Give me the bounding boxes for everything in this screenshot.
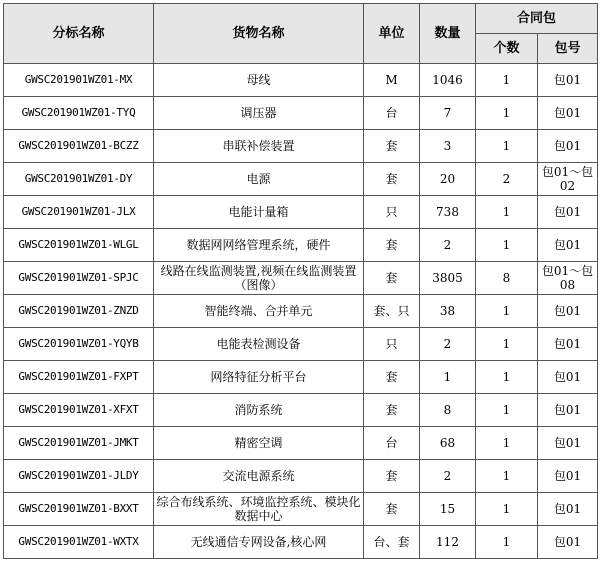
- cell-count: 1: [476, 493, 538, 526]
- cell-quantity: 1046: [420, 64, 476, 97]
- cell-unit: 只: [364, 328, 420, 361]
- header-contract-package: 合同包: [476, 4, 598, 34]
- cell-lot-name: GWSC201901WZ01-BCZZ: [4, 130, 154, 163]
- table-row: [4, 196, 598, 229]
- cell-goods-name: 精密空调: [154, 427, 364, 460]
- cell-lot-name: GWSC201901WZ01-DY: [4, 163, 154, 196]
- cell-count: 1: [476, 427, 538, 460]
- cell-goods-name: 调压器: [154, 97, 364, 130]
- cell-lot-name: GWSC201901WZ01-TYQ: [4, 97, 154, 130]
- table-row: [4, 262, 598, 295]
- cell-unit: 台、套: [364, 526, 420, 559]
- cell-count: 1: [476, 97, 538, 130]
- cell-quantity: 8: [420, 394, 476, 427]
- table-row: [4, 427, 598, 460]
- cell-package-number: 包01: [538, 97, 598, 130]
- cell-quantity: 2: [420, 229, 476, 262]
- cell-package-number: 包01: [538, 64, 598, 97]
- cell-count: 1: [476, 130, 538, 163]
- cell-lot-name: GWSC201901WZ01-SPJC: [4, 262, 154, 295]
- cell-goods-name: 线路在线监测装置,视频在线监测装置（图像）: [154, 262, 364, 295]
- cell-count: 1: [476, 328, 538, 361]
- cell-goods-name: 综合布线系统、环境监控系统、模块化数据中心: [154, 493, 364, 526]
- cell-unit: M: [364, 64, 420, 97]
- cell-quantity: 7: [420, 97, 476, 130]
- cell-lot-name: GWSC201901WZ01-FXPT: [4, 361, 154, 394]
- cell-package-number: 包01: [538, 295, 598, 328]
- header-unit: 单位: [364, 4, 420, 64]
- cell-goods-name: 电能计量箱: [154, 196, 364, 229]
- cell-quantity: 738: [420, 196, 476, 229]
- cell-goods-name: 交流电源系统: [154, 460, 364, 493]
- table-row: [4, 460, 598, 493]
- table-row: [4, 130, 598, 163]
- cell-lot-name: GWSC201901WZ01-BXXT: [4, 493, 154, 526]
- cell-lot-name: GWSC201901WZ01-JMKT: [4, 427, 154, 460]
- cell-lot-name: GWSC201901WZ01-WLGL: [4, 229, 154, 262]
- cell-unit: 台: [364, 97, 420, 130]
- cell-goods-name: 消防系统: [154, 394, 364, 427]
- cell-count: 1: [476, 361, 538, 394]
- cell-package-number: 包01: [538, 229, 598, 262]
- table-row: [4, 361, 598, 394]
- cell-quantity: 38: [420, 295, 476, 328]
- cell-quantity: 2: [420, 460, 476, 493]
- cell-count: 8: [476, 262, 538, 295]
- cell-package-number: 包01: [538, 328, 598, 361]
- cell-unit: 套: [364, 493, 420, 526]
- cell-package-number: 包01: [538, 394, 598, 427]
- cell-goods-name: 智能终端、合并单元: [154, 295, 364, 328]
- cell-unit: 套: [364, 361, 420, 394]
- cell-lot-name: GWSC201901WZ01-XFXT: [4, 394, 154, 427]
- cell-lot-name: GWSC201901WZ01-YQYB: [4, 328, 154, 361]
- cell-quantity: 3: [420, 130, 476, 163]
- cell-count: 1: [476, 460, 538, 493]
- cell-goods-name: 网络特征分析平台: [154, 361, 364, 394]
- cell-unit: 套: [364, 460, 420, 493]
- cell-goods-name: 母线: [154, 64, 364, 97]
- header-lot-name: 分标名称: [4, 4, 154, 64]
- cell-unit: 台: [364, 427, 420, 460]
- cell-unit: 套: [364, 130, 420, 163]
- cell-unit: 套: [364, 229, 420, 262]
- header-count: 个数: [476, 34, 538, 64]
- cell-lot-name: GWSC201901WZ01-MX: [4, 64, 154, 97]
- cell-goods-name: 电源: [154, 163, 364, 196]
- cell-goods-name: 数据网网络管理系统，硬件: [154, 229, 364, 262]
- cell-goods-name: 串联补偿装置: [154, 130, 364, 163]
- cell-count: 1: [476, 295, 538, 328]
- cell-goods-name: 电能表检测设备: [154, 328, 364, 361]
- table-row: [4, 163, 598, 196]
- cell-lot-name: GWSC201901WZ01-WXTX: [4, 526, 154, 559]
- cell-package-number: 包01: [538, 427, 598, 460]
- cell-package-number: 包01: [538, 493, 598, 526]
- cell-unit: 套: [364, 262, 420, 295]
- table-row: [4, 295, 598, 328]
- cell-quantity: 2: [420, 328, 476, 361]
- cell-unit: 套: [364, 163, 420, 196]
- cell-count: 2: [476, 163, 538, 196]
- cell-quantity: 112: [420, 526, 476, 559]
- cell-quantity: 15: [420, 493, 476, 526]
- cell-quantity: 3805: [420, 262, 476, 295]
- table-body: [4, 64, 598, 559]
- table-row: [4, 328, 598, 361]
- header-quantity: 数量: [420, 4, 476, 64]
- table-header: [4, 4, 598, 64]
- cell-package-number: 包01: [538, 196, 598, 229]
- cell-package-number: 包01: [538, 526, 598, 559]
- cell-unit: 套: [364, 394, 420, 427]
- cell-package-number: 包01: [538, 361, 598, 394]
- table-row: [4, 229, 598, 262]
- cell-quantity: 1: [420, 361, 476, 394]
- header-package-number: 包号: [538, 34, 598, 64]
- table-row: [4, 493, 598, 526]
- cell-lot-name: GWSC201901WZ01-JLX: [4, 196, 154, 229]
- cell-count: 1: [476, 394, 538, 427]
- cell-package-number: 包01: [538, 460, 598, 493]
- cell-count: 1: [476, 526, 538, 559]
- cell-count: 1: [476, 64, 538, 97]
- cell-package-number: 包01: [538, 130, 598, 163]
- cell-package-number: 包01～包08: [538, 262, 598, 295]
- cell-quantity: 68: [420, 427, 476, 460]
- cell-quantity: 20: [420, 163, 476, 196]
- table-row: [4, 64, 598, 97]
- header-goods-name: 货物名称: [154, 4, 364, 64]
- procurement-table: [3, 3, 598, 559]
- cell-lot-name: GWSC201901WZ01-JLDY: [4, 460, 154, 493]
- cell-package-number: 包01～包02: [538, 163, 598, 196]
- cell-lot-name: GWSC201901WZ01-ZNZD: [4, 295, 154, 328]
- cell-unit: 只: [364, 196, 420, 229]
- table-row: [4, 97, 598, 130]
- cell-unit: 套、只: [364, 295, 420, 328]
- table-row: [4, 394, 598, 427]
- cell-goods-name: 无线通信专网设备,核心网: [154, 526, 364, 559]
- cell-count: 1: [476, 196, 538, 229]
- cell-count: 1: [476, 229, 538, 262]
- table-row: [4, 526, 598, 559]
